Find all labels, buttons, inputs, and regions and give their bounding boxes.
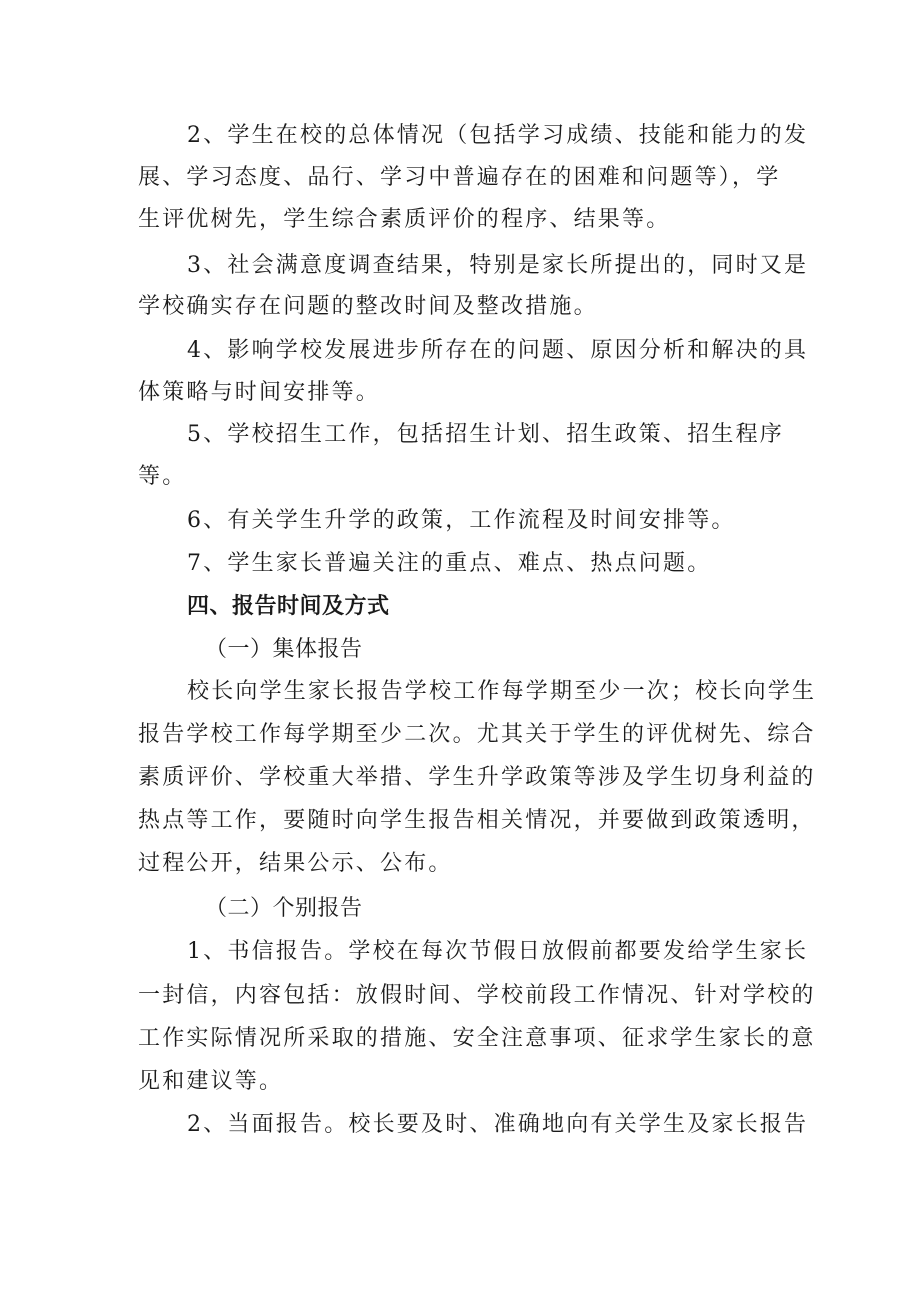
item-2-line-3: 生评优树先，学生综合素质评价的程序、结果等。 xyxy=(138,207,671,232)
item-7-line-1: 7、学生家长普遍关注的重点、难点、热点问题。 xyxy=(187,551,712,576)
item-3-line-2: 学校确实存在问题的整改时间及整改措施。 xyxy=(138,294,598,319)
letter-report-line-3: 工作实际情况所采取的措施、安全注意事项、征求学生家长的意 xyxy=(138,1026,816,1051)
collective-report-line-2: 报告学校工作每学期至少二次。尤其关于学生的评优树先、综合 xyxy=(138,722,816,747)
item-3-line-1: 3、社会满意度调查结果，特别是家长所提出的，同时又是 xyxy=(187,253,809,278)
item-2-line-2: 展、学习态度、品行、学习中普遍存在的困难和问题等），学 xyxy=(138,165,781,190)
item-5-line-2: 等。 xyxy=(138,464,187,489)
item-4-line-1: 4、影响学校发展进步所存在的问题、原因分析和解决的具 xyxy=(187,338,809,363)
item-6-line-1: 6、有关学生升学的政策，工作流程及时间安排等。 xyxy=(187,508,736,533)
subsection-2-title: （二）个别报告 xyxy=(205,896,363,921)
collective-report-line-5: 过程公开，结果公示、公布。 xyxy=(138,851,453,876)
face-report-line-1: 2、当面报告。校长要及时、准确地向有关学生及家长报告 xyxy=(187,1112,809,1137)
letter-report-line-4: 见和建议等。 xyxy=(138,1069,284,1094)
collective-report-line-4: 热点等工作，要随时向学生报告相关情况，并要做到政策透明， xyxy=(138,808,816,833)
collective-report-line-3: 素质评价、学校重大举措、学生升学政策等涉及学生切身利益的 xyxy=(138,765,816,790)
section-4-heading: 四、报告时间及方式 xyxy=(187,594,390,619)
subsection-1-title: （一）集体报告 xyxy=(205,637,363,662)
letter-report-line-2: 一封信，内容包括：放假时间、学校前段工作情况、针对学校的 xyxy=(138,983,816,1008)
item-4-line-2: 体策略与时间安排等。 xyxy=(138,380,381,405)
item-5-line-1: 5、学校招生工作，包括招生计划、招生政策、招生程序 xyxy=(187,422,784,447)
item-2-line-1: 2、学生在校的总体情况（包括学习成绩、技能和能力的发 xyxy=(187,123,809,148)
collective-report-line-1: 校长向学生家长报告学校工作每学期至少一次；校长向学生 xyxy=(187,679,817,704)
letter-report-line-1: 1、书信报告。学校在每次节假日放假前都要发给学生家长 xyxy=(187,939,809,964)
